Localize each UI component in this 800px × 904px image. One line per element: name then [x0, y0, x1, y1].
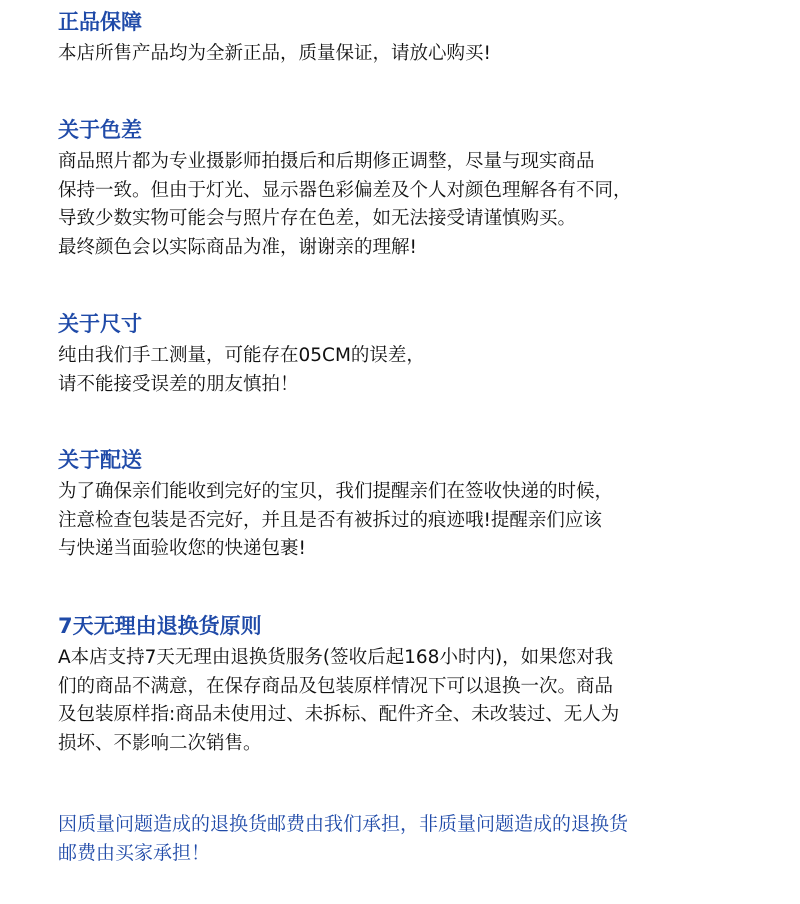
section-color-difference — [58, 116, 778, 262]
notice-text-line: 邮费由买家承担！ — [58, 841, 211, 864]
section-text-line: 们的商品不满意，在保存商品及包装原样情况下可以退换一次。商品 — [58, 675, 614, 697]
section-size — [58, 310, 778, 399]
section-delivery — [58, 446, 778, 564]
section-title: 正品保障 — [58, 10, 142, 34]
section-text-line: 注意检查包装是否完好，并且是否有被拆过的痕迹哦!提醒亲们应该 — [58, 509, 602, 531]
section-text-line: 请不能接受误差的朋友慎拍！ — [58, 373, 299, 395]
section-title: 关于配送 — [58, 448, 142, 472]
notice-text-line: 因质量问题造成的退换货邮费由我们承担，非质量问题造成的退换货 — [58, 813, 629, 835]
section-text-line: 商品照片都为专业摄影师拍摄后和后期修正调整，尽量与现实商品 — [58, 151, 595, 172]
section-text-line: 损坏、不影响二次销售。 — [58, 732, 262, 754]
section-return-policy — [58, 612, 778, 758]
section-title: 关于色差 — [58, 118, 142, 142]
section-authentic-guarantee — [58, 8, 778, 69]
section-text-line: A本店支持7天无理由退换货服务(签收后起168小时内)，如果您对我 — [58, 647, 614, 668]
section-text-line: 导致少数实物可能会与照片存在色差，如无法接受请谨慎购买。 — [58, 208, 577, 229]
section-text-line: 为了确保亲们能收到完好的宝贝，我们提醒亲们在签收快递的时候， — [58, 481, 614, 502]
section-text-line: 本店所售产品均为全新正品，质量保证，请放心购买! — [58, 43, 491, 64]
section-text-line: 保持一致。但由于灯光、显示器色彩偏差及个人对颜色理解各有不同， — [58, 179, 632, 201]
shipping-cost-notice — [58, 810, 778, 867]
section-title: 关于尺寸 — [58, 312, 142, 336]
section-text-line: 及包装原样指:商品未使用过、未拆标、配件齐全、未改装过、无人为 — [58, 704, 620, 725]
section-title: 7天无理由退换货原则 — [58, 614, 262, 638]
section-text-line: 最终颜色会以实际商品为准，谢谢亲的理解! — [58, 236, 417, 258]
section-text-line: 纯由我们手工测量，可能存在05CM的误差， — [58, 345, 425, 366]
section-text-line: 与快递当面验收您的快递包裹! — [58, 538, 306, 559]
